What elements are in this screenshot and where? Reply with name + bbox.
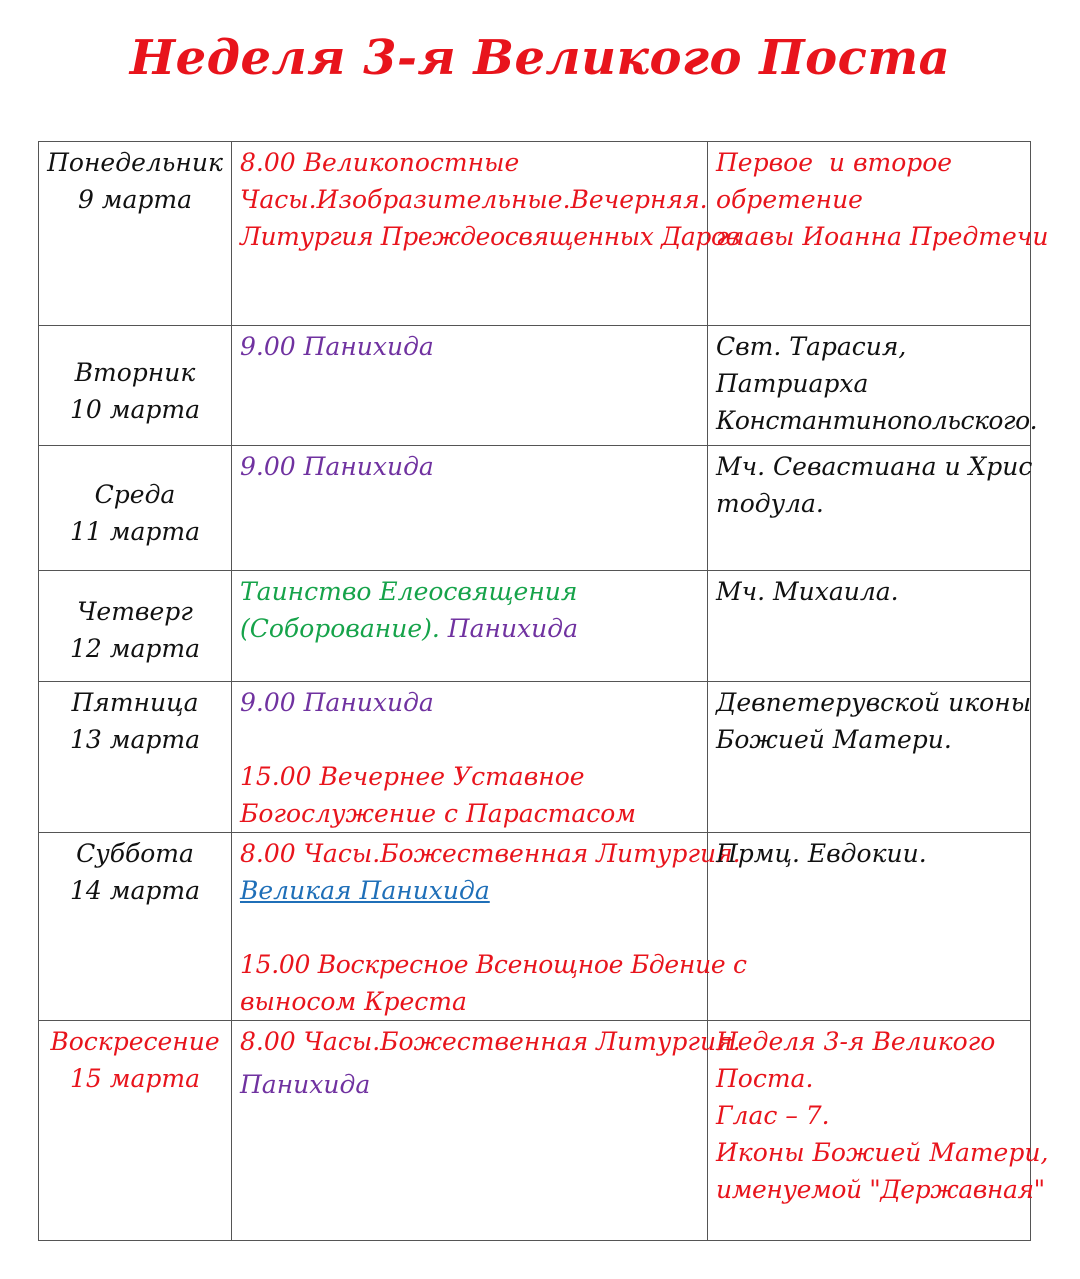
service-line: (Соборование). [240,614,440,643]
table-row [39,833,1031,1021]
saints-cell [708,326,1038,446]
services-cell [232,1021,741,1241]
day-name: Вторник [74,358,196,387]
services-cell [232,833,747,1021]
services-cell [232,142,740,326]
day-cell [39,326,232,446]
saint-line: Иконы Божией Матери, [716,1138,1049,1167]
saint-line: обретение [716,185,863,214]
services-cell [232,571,708,682]
day-name: Четверг [77,597,193,626]
table-row [39,142,1031,326]
schedule-table [38,141,1049,1241]
saints-cell [708,682,1031,833]
services-cell [232,682,708,833]
table-row [39,446,1031,571]
service-line: Таинство Елеосвящения [240,577,578,606]
service-line: 15.00 Воскресное Всенощное Бдение с [240,950,747,979]
service-line: Литургия Преждеосвященных Даров [240,222,740,251]
saint-line: Патриарха [716,369,869,398]
saint-line: Мч. Севастиана и Хрис [716,452,1033,481]
day-date: 14 марта [69,876,200,905]
day-date: 9 марта [77,185,193,214]
saint-line: тодула. [716,489,824,518]
day-name: Воскресение [50,1027,220,1056]
day-cell [39,833,232,1021]
page-title: Неделя 3-я Великого Поста [129,30,951,86]
saint-line: Константинопольского. [716,406,1038,435]
panikhida-link[interactable]: Великая Панихида [240,876,490,905]
saint-line: Свт. Тарасия, [716,332,907,361]
table-row [39,326,1031,446]
day-date: 10 марта [69,395,200,424]
saints-cell [708,142,1049,326]
saints-cell [708,446,1031,571]
saint-line: Поста. [716,1064,814,1093]
day-name: Среда [94,480,176,509]
service-line: Панихида [447,614,579,643]
saint-line: Девпетерувской иконы [716,688,1032,717]
saint-line: Божией Матери. [716,725,952,754]
saint-line: Неделя 3-я Великого [716,1027,996,1056]
saint-line: именуемой "Державная" [716,1175,1045,1204]
saint-line: Мч. Михаила. [716,577,899,606]
day-date: 13 марта [69,725,200,754]
service-line: выносом Креста [240,987,467,1016]
day-date: 12 марта [69,634,200,663]
service-line: Богослужение с Парастасом [240,799,637,828]
service-line: Панихида [240,1070,371,1099]
saints-cell [708,1021,1049,1241]
service-line: 9.00 Панихида [240,332,434,361]
service-line: 15.00 Вечернее Уставное [240,762,585,791]
service-line: 8.00 Великопостные [240,148,520,177]
service-line: 8.00 Часы.Божественная Литургия. [240,839,741,868]
saint-line: Прмц. Евдокии. [716,839,927,868]
table-row [39,1021,1031,1241]
day-name: Суббота [76,839,194,868]
day-cell [39,446,232,571]
service-line: Часы.Изобразительные.Вечерняя. [240,185,708,214]
saints-cell [708,833,1031,1021]
day-cell [39,142,232,326]
saint-line: Глас – 7. [716,1101,830,1130]
day-name: Пятница [71,688,199,717]
day-cell [39,682,232,833]
service-line: 9.00 Панихида [240,688,434,717]
services-cell [232,326,708,446]
saint-line: главы Иоанна Предтечи [716,222,1049,251]
day-cell [39,1021,232,1241]
table-row [39,571,1031,682]
day-date: 15 марта [69,1064,200,1093]
saint-line: Первое и второе [716,148,953,177]
service-line: 9.00 Панихида [240,452,434,481]
table-row [39,682,1031,833]
saints-cell [708,571,1031,682]
day-name: Понедельник [47,148,223,177]
services-cell [232,446,708,571]
day-date: 11 марта [69,517,200,546]
service-line: 8.00 Часы.Божественная Литургия. [240,1027,741,1056]
day-cell [39,571,232,682]
